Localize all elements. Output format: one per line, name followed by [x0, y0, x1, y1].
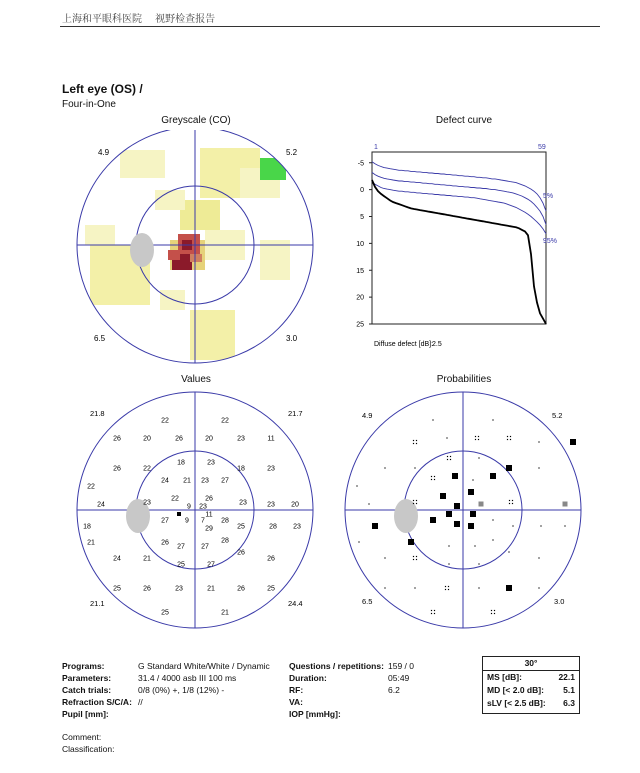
report-subtitle: Four-in-One [62, 99, 116, 110]
prob-symbol-normal [448, 563, 449, 564]
duration-value: 05:49 [388, 673, 410, 683]
prob-symbol-normal [384, 557, 385, 558]
prob-symbol-severe [440, 493, 446, 499]
y-tick-label: -5 [357, 160, 364, 168]
prob-symbol-severe [468, 523, 474, 529]
classification-label: Classification: [62, 744, 115, 754]
slv-label: sLV [< 2.5 dB]: [487, 698, 546, 708]
duration-label: Duration: [289, 673, 327, 683]
threshold-value: 23 [199, 503, 207, 511]
blind-spot [394, 499, 418, 533]
prob-symbol-severe [446, 511, 452, 517]
prob-symbol-normal [478, 457, 479, 458]
info-labels-mid [289, 660, 399, 720]
refraction-label: Refraction S/C/A: [62, 697, 132, 707]
threshold-value: 22 [221, 417, 229, 425]
threshold-value: 22 [161, 417, 169, 425]
report-header: 上海和平眼科医院 视野检查报告 [62, 14, 216, 25]
prob-symbol-normal [508, 551, 509, 552]
threshold-value: 23 [267, 465, 275, 473]
gs-corner-br: 3.0 [286, 334, 298, 343]
threshold-value: 26 [267, 555, 275, 563]
val-corner-tl: 21.8 [90, 409, 105, 418]
summary-title: 30° [483, 657, 579, 671]
threshold-value: 29 [205, 525, 213, 533]
rf-label: RF: [289, 685, 304, 695]
prob-symbol-severe [468, 489, 474, 495]
threshold-value: 26 [113, 435, 121, 443]
prob-symbol-normal [358, 541, 359, 542]
threshold-value: 27 [161, 517, 169, 525]
info-values-left [138, 660, 288, 708]
val-corner-br: 24.4 [288, 599, 303, 608]
values-title: Values [181, 374, 211, 385]
threshold-value: 25 [267, 585, 275, 593]
prob-symbol-normal [540, 525, 541, 526]
prob-symbol-mild [413, 500, 417, 504]
prob-symbol-normal [538, 557, 539, 558]
ms-value: 22.1 [558, 672, 575, 682]
threshold-value: 23 [267, 501, 275, 509]
comment-label: Comment: [62, 732, 102, 742]
threshold-value: 21 [143, 555, 151, 563]
x-start-label: 1 [374, 144, 378, 151]
band-95pct-line [372, 182, 546, 234]
md-value: 5.1 [563, 685, 575, 695]
threshold-value: 21 [207, 585, 215, 593]
prob-symbol-severe [452, 473, 458, 479]
y-tick-label: 10 [356, 240, 364, 248]
prob-symbol-normal [432, 419, 433, 420]
summary-box [482, 656, 580, 714]
prob-corner-tl: 4.9 [362, 411, 373, 420]
prob-symbol-severe [454, 503, 460, 509]
prob-symbol-mild [507, 436, 511, 440]
threshold-value: 27 [221, 477, 229, 485]
threshold-value: 27 [207, 561, 215, 569]
threshold-value: 27 [201, 543, 209, 551]
plot-frame [372, 152, 546, 324]
ms-label: MS [dB]: [487, 672, 522, 682]
slv-value: 6.3 [563, 698, 575, 708]
prob-symbol-normal [492, 419, 493, 420]
rf-value: 6.2 [388, 685, 400, 695]
threshold-value: 20 [291, 501, 299, 509]
refraction-value: // [138, 697, 143, 707]
prob-symbol-mild [447, 456, 451, 460]
prob-symbol-normal [512, 525, 513, 526]
prob-symbol-severe [470, 511, 476, 517]
x-end-label: 59 [538, 144, 546, 151]
threshold-value: 21 [87, 539, 95, 547]
threshold-value: 18 [177, 459, 185, 467]
threshold-value: 23 [293, 523, 301, 531]
va-label: VA: [289, 697, 304, 707]
prob-symbol-normal [472, 479, 473, 480]
prob-symbol-normal [356, 485, 357, 486]
prob-symbol-severe [454, 521, 460, 527]
threshold-value: 25 [177, 561, 185, 569]
gs-corner-bl: 6.5 [94, 334, 106, 343]
threshold-value: 7 [201, 517, 205, 525]
summary-slv-row [483, 697, 579, 710]
parameters-value: 31.4 / 4000 asb III 100 ms [138, 673, 237, 683]
threshold-value: 26 [143, 585, 151, 593]
threshold-value: 26 [113, 465, 121, 473]
prob-symbol-mild [413, 556, 417, 560]
greyscale-field [60, 130, 340, 370]
prob-symbol-normal [368, 503, 369, 504]
y-tick-label: 5 [360, 214, 364, 221]
prob-symbol-normal [448, 545, 449, 546]
y-tick-label: 0 [360, 187, 364, 195]
prob-symbol-normal [478, 563, 479, 564]
prob-symbol-normal [446, 437, 447, 438]
greyscale-title: Greyscale (CO) [161, 115, 231, 126]
threshold-value: 23 [201, 477, 209, 485]
threshold-value: 27 [177, 543, 185, 551]
prob-corner-tr: 5.2 [552, 411, 563, 420]
prob-symbol-normal [414, 587, 415, 588]
catch-trials-label: Catch trials: [62, 685, 112, 695]
y-tick-label: 20 [356, 294, 364, 302]
prob-symbol-mild [431, 476, 435, 480]
threshold-value: 22 [143, 465, 151, 473]
threshold-value: 24 [113, 555, 121, 563]
prob-symbol-normal [384, 467, 385, 468]
threshold-value: 28 [269, 523, 277, 531]
patient-defect-line [372, 180, 546, 324]
programs-label: Programs: [62, 661, 105, 671]
pupil-label: Pupil [mm]: [62, 709, 109, 719]
val-corner-tr: 21.7 [288, 409, 303, 418]
prob-corner-br: 3.0 [554, 597, 565, 606]
prob-corner-bl: 6.5 [362, 597, 373, 606]
probabilities-title: Probabilities [436, 374, 492, 385]
prob-symbol-severe [372, 523, 378, 529]
prob-symbol-mild [475, 436, 479, 440]
threshold-value: 23 [143, 499, 151, 507]
programs-value: G Standard White/White / Dynamic [138, 661, 270, 671]
threshold-value: 26 [237, 549, 245, 557]
prob-symbol-normal [492, 539, 493, 540]
label-5pct: 5% [543, 193, 554, 200]
questions-value: 159 / 0 [388, 661, 414, 671]
diffuse-defect-value: 2.5 [432, 341, 442, 348]
parameters-label: Parameters: [62, 673, 112, 683]
probabilities-field [328, 390, 608, 635]
gs-corner-tl: 4.9 [98, 148, 110, 157]
threshold-value: 23 [237, 435, 245, 443]
catch-trials-value: 0/8 (0%) +, 1/8 (12%) - [138, 685, 225, 695]
prob-symbol-severe [506, 585, 512, 591]
threshold-value: 25 [161, 609, 169, 617]
threshold-value: 11 [267, 435, 275, 443]
prob-symbol-normal [538, 587, 539, 588]
threshold-value: 28 [221, 517, 229, 525]
threshold-value: 9 [185, 517, 189, 525]
threshold-value: 28 [221, 537, 229, 545]
val-corner-bl: 21.1 [90, 599, 105, 608]
threshold-value: 20 [143, 435, 151, 443]
summary-md-row [483, 684, 579, 697]
prob-symbol-normal [474, 545, 475, 546]
threshold-value: 24 [161, 477, 169, 485]
eye-title: Left eye (OS) / [62, 82, 143, 96]
gs-corner-tr: 5.2 [286, 148, 298, 157]
prob-symbol-mild [413, 440, 417, 444]
threshold-value: 22 [87, 483, 95, 491]
threshold-value: 24 [97, 501, 105, 509]
prob-symbol-mild [491, 610, 495, 614]
prob-symbol-severe [490, 473, 496, 479]
defect-marker [177, 512, 181, 516]
prob-symbol-severe [408, 539, 414, 545]
defect-curve-chart [340, 140, 580, 360]
threshold-value: 26 [237, 585, 245, 593]
threshold-value: 23 [239, 499, 247, 507]
prob-symbol-mild [431, 610, 435, 614]
threshold-value: 23 [207, 459, 215, 467]
prob-symbol-normal [538, 441, 539, 442]
defect-curve-title: Defect curve [435, 115, 493, 126]
info-values-mid [388, 660, 438, 696]
threshold-value: 25 [113, 585, 121, 593]
threshold-value: 21 [183, 477, 191, 485]
prob-symbol-normal [538, 467, 539, 468]
iop-label: IOP [mmHg]: [289, 709, 341, 719]
prob-symbol-normal [384, 587, 385, 588]
threshold-value: 18 [237, 465, 245, 473]
threshold-value: 21 [221, 609, 229, 617]
threshold-value: 20 [205, 435, 213, 443]
threshold-value: 18 [83, 523, 91, 531]
values-field [60, 390, 340, 635]
label-95pct: 95% [543, 238, 558, 245]
y-tick-label: 25 [356, 321, 364, 329]
blind-spot [130, 233, 154, 267]
threshold-value: 26 [161, 539, 169, 547]
prob-symbol-normal [414, 467, 415, 468]
prob-symbol-severe [506, 465, 512, 471]
threshold-value: 26 [205, 495, 213, 503]
md-label: MD [< 2.0 dB]: [487, 685, 544, 695]
prob-symbol-severe [570, 439, 576, 445]
threshold-value: 22 [171, 495, 179, 503]
header-divider [60, 26, 600, 27]
prob-symbol-moderate [563, 502, 568, 507]
prob-symbol-mild [445, 586, 449, 590]
prob-symbol-normal [478, 587, 479, 588]
questions-label: Questions / repetitions: [289, 661, 384, 671]
y-tick-label: 15 [356, 267, 364, 275]
prob-symbol-mild [509, 500, 513, 504]
threshold-value: 25 [237, 523, 245, 531]
summary-ms-row [483, 671, 579, 684]
prob-symbol-moderate [479, 502, 484, 507]
threshold-value: 9 [187, 503, 191, 511]
diffuse-defect-label: Diffuse defect [dB]: [374, 341, 434, 348]
prob-symbol-normal [564, 525, 565, 526]
threshold-value: 23 [175, 585, 183, 593]
threshold-value: 11 [205, 511, 213, 519]
threshold-value: 26 [175, 435, 183, 443]
prob-symbol-normal [492, 519, 493, 520]
prob-symbol-severe [430, 517, 436, 523]
